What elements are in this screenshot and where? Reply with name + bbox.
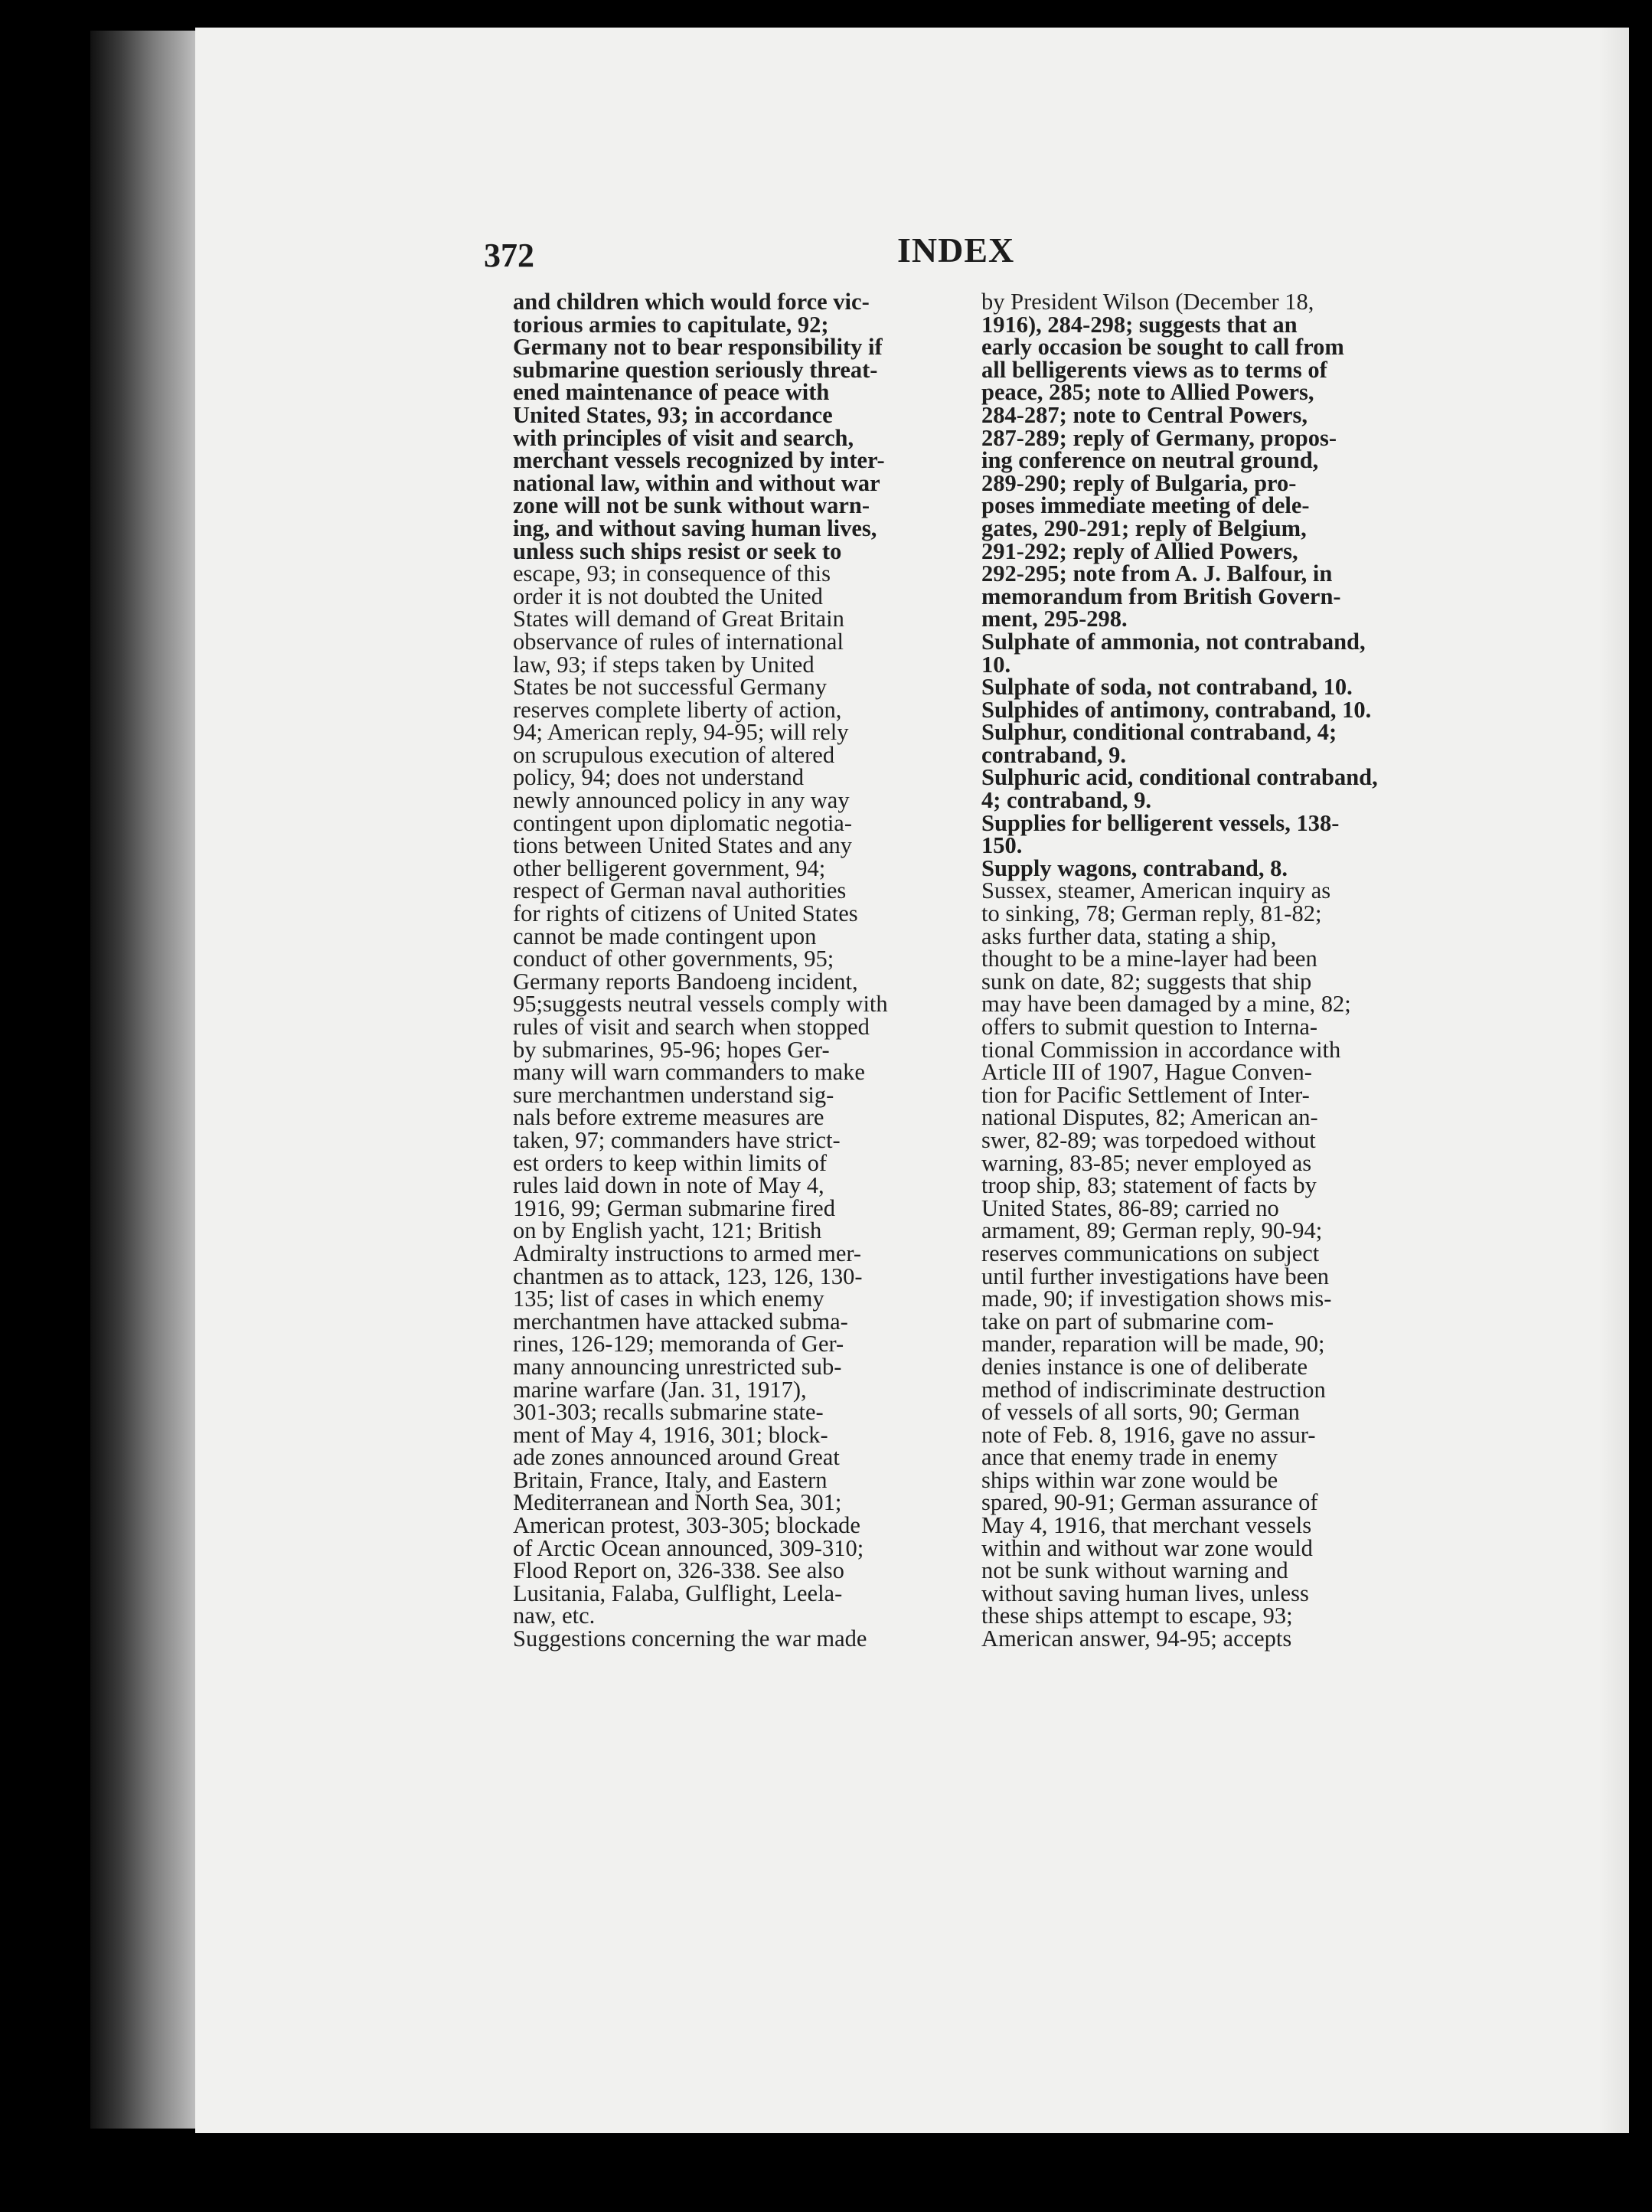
- index-line: by President Wilson (December 18,: [981, 289, 1314, 315]
- index-line: naw, etc.: [513, 1603, 596, 1629]
- index-line: not be sunk without warning and: [981, 1557, 1288, 1584]
- index-line: unless such ships resist or seek to: [513, 537, 842, 564]
- index-line: all belligerents views as to terms of: [981, 356, 1327, 383]
- index-line: newly announced policy in any way: [513, 787, 850, 814]
- index-line: rules of visit and search when stopped: [513, 1014, 870, 1040]
- index-line: sunk on date, 82; suggests that ship: [981, 968, 1312, 995]
- index-line: many announcing unrestricted sub-: [513, 1353, 842, 1380]
- index-line: 135; list of cases in which enemy: [513, 1286, 824, 1312]
- index-line: 301-303; recalls submarine state-: [513, 1399, 824, 1426]
- index-line: Sulphuric acid, conditional contraband,: [981, 764, 1378, 791]
- index-line: ships within war zone would be: [981, 1466, 1278, 1493]
- index-line: asks further data, stating a ship,: [981, 923, 1277, 949]
- index-line: take on part of submarine com-: [981, 1308, 1274, 1335]
- index-line: submarine question seriously threat-: [513, 356, 878, 383]
- index-line: law, 93; if steps taken by United: [513, 651, 815, 678]
- index-line: conduct of other governments, 95;: [513, 946, 834, 972]
- index-line: escape, 93; in consequence of this: [513, 560, 831, 587]
- index-line: of vessels of all sorts, 90; German: [981, 1399, 1300, 1426]
- index-line: armament, 89; German reply, 90-94;: [981, 1217, 1323, 1244]
- index-line: 287-289; reply of Germany, propos-: [981, 424, 1337, 451]
- index-line: rines, 126-129; memoranda of Ger-: [513, 1331, 844, 1358]
- index-line: Flood Report on, 326-338. See also: [513, 1557, 844, 1584]
- index-line: Sulphides of antimony, contraband, 10.: [981, 696, 1372, 723]
- index-line: 289-290; reply of Bulgaria, pro-: [981, 469, 1297, 496]
- index-line: offers to submit question to Interna-: [981, 1014, 1318, 1040]
- index-line: Supplies for belligerent vessels, 138-: [981, 809, 1340, 836]
- index-line: ing conference on neutral ground,: [981, 447, 1319, 474]
- index-line: Lusitania, Falaba, Gulflight, Leela-: [513, 1580, 843, 1606]
- index-line: national Disputes, 82; American an-: [981, 1104, 1318, 1131]
- index-line: torious armies to capitulate, 92;: [513, 311, 829, 338]
- index-line: est orders to keep within limits of: [513, 1149, 827, 1176]
- index-line: until further investigations have been: [981, 1263, 1329, 1289]
- index-line: early occasion be sought to call from: [981, 334, 1344, 361]
- index-line: method of indiscriminate destruction: [981, 1376, 1326, 1403]
- index-line: by submarines, 95-96; hopes Ger-: [513, 1036, 830, 1063]
- index-line: United States, 93; in accordance: [513, 401, 833, 428]
- index-line: 284-287; note to Central Powers,: [981, 401, 1308, 428]
- index-line: taken, 97; commanders have strict-: [513, 1126, 841, 1153]
- index-line: sure merchantmen understand sig-: [513, 1081, 834, 1108]
- index-line: order it is not doubted the United: [513, 583, 823, 609]
- index-line: 94; American reply, 94-95; will rely: [513, 719, 849, 746]
- index-line: 10.: [981, 651, 1011, 678]
- index-line: 150.: [981, 832, 1023, 859]
- index-line: within and without war zone would: [981, 1534, 1313, 1561]
- index-line: Sussex, steamer, American inquiry as: [981, 877, 1331, 904]
- index-line: ade zones announced around Great: [513, 1444, 840, 1471]
- index-line: with principles of visit and search,: [513, 424, 854, 451]
- index-line: chantmen as to attack, 123, 126, 130-: [513, 1263, 863, 1289]
- index-line: respect of German naval authorities: [513, 877, 847, 904]
- index-line: for rights of citizens of United States: [513, 900, 858, 927]
- index-line: Britain, France, Italy, and Eastern: [513, 1466, 828, 1493]
- index-line: rules laid down in note of May 4,: [513, 1172, 824, 1199]
- index-line: peace, 285; note to Allied Powers,: [981, 379, 1314, 406]
- index-line: observance of rules of international: [513, 628, 844, 655]
- page-number: 372: [484, 237, 534, 274]
- index-line: Supply wagons, contraband, 8.: [981, 854, 1288, 881]
- index-line: national law, within and without war: [513, 469, 880, 496]
- index-line: 4; contraband, 9.: [981, 787, 1151, 814]
- index-column-left: [513, 291, 965, 1651]
- index-line: 95;suggests neutral vessels comply with: [513, 991, 888, 1018]
- index-line: Article III of 1907, Hague Conven-: [981, 1059, 1312, 1086]
- index-line: note of Feb. 8, 1916, gave no assur-: [981, 1421, 1316, 1448]
- index-line: 1916), 284-298; suggests that an: [981, 311, 1298, 338]
- index-line: policy, 94; does not understand: [513, 764, 805, 791]
- index-line: States will demand of Great Britain: [513, 606, 844, 632]
- index-line: Admiralty instructions to armed mer-: [513, 1240, 862, 1266]
- index-line: Germany reports Bandoeng incident,: [513, 968, 858, 995]
- index-line: contingent upon diplomatic negotia-: [513, 809, 852, 836]
- index-line: Sulphur, conditional contraband, 4;: [981, 719, 1337, 746]
- index-line: marine warfare (Jan. 31, 1917),: [513, 1376, 807, 1403]
- index-line: merchant vessels recognized by inter-: [513, 447, 885, 474]
- index-line: ance that enemy trade in enemy: [981, 1444, 1278, 1471]
- index-line: zone will not be sunk without warn-: [513, 492, 870, 519]
- index-line: ment, 295-298.: [981, 606, 1128, 632]
- index-line: May 4, 1916, that merchant vessels: [981, 1512, 1312, 1539]
- index-line: merchantmen have attacked subma-: [513, 1308, 848, 1335]
- index-line: Sulphate of soda, not contraband, 10.: [981, 674, 1353, 701]
- index-line: contraband, 9.: [981, 741, 1126, 768]
- index-line: spared, 90-91; German assurance of: [981, 1489, 1318, 1516]
- index-line: tional Commission in accordance with: [981, 1036, 1341, 1063]
- index-line: ing, and without saving human lives,: [513, 515, 877, 541]
- index-line: poses immediate meeting of dele-: [981, 492, 1310, 519]
- index-line: these ships attempt to escape, 93;: [981, 1603, 1293, 1629]
- index-line: 291-292; reply of Allied Powers,: [981, 537, 1298, 564]
- index-line: Germany not to bear responsibility if: [513, 334, 883, 361]
- book-edge: [90, 31, 205, 2129]
- index-line: troop ship, 83; statement of facts by: [981, 1172, 1317, 1199]
- index-line: denies instance is one of deliberate: [981, 1353, 1308, 1380]
- index-line: other belligerent government, 94;: [513, 854, 826, 881]
- index-line: made, 90; if investigation shows mis-: [981, 1286, 1332, 1312]
- index-line: nals before extreme measures are: [513, 1104, 824, 1131]
- index-line: warning, 83-85; never employed as: [981, 1149, 1312, 1176]
- running-head: INDEX: [897, 230, 1015, 270]
- index-line: ened maintenance of peace with: [513, 379, 830, 406]
- index-line: United States, 86-89; carried no: [981, 1194, 1279, 1221]
- index-line: and children which would force vic-: [513, 289, 870, 315]
- index-line: reserves communications on subject: [981, 1240, 1320, 1266]
- index-line: cannot be made contingent upon: [513, 923, 817, 949]
- index-line: swer, 82-89; was torpedoed without: [981, 1126, 1316, 1153]
- index-line: reserves complete liberty of action,: [513, 696, 842, 723]
- index-line: of Arctic Ocean announced, 309-310;: [513, 1534, 864, 1561]
- index-line: tions between United States and any: [513, 832, 852, 859]
- index-line: tion for Pacific Settlement of Inter-: [981, 1081, 1310, 1108]
- index-line: on by English yacht, 121; British: [513, 1217, 822, 1244]
- index-line: gates, 290-291; reply of Belgium,: [981, 515, 1307, 541]
- index-line: on scrupulous execution of altered: [513, 741, 835, 768]
- index-line: Suggestions concerning the war made: [513, 1626, 867, 1652]
- index-line: States be not successful Germany: [513, 674, 827, 701]
- index-line: to sinking, 78; German reply, 81-82;: [981, 900, 1322, 927]
- index-line: ment of May 4, 1916, 301; block-: [513, 1421, 828, 1448]
- index-line: American answer, 94-95; accepts: [981, 1626, 1292, 1652]
- index-column-right: [981, 291, 1450, 1651]
- index-line: Mediterranean and North Sea, 301;: [513, 1489, 842, 1516]
- index-line: memorandum from British Govern-: [981, 583, 1341, 609]
- index-line: thought to be a mine-layer had been: [981, 946, 1317, 972]
- index-line: mander, reparation will be made, 90;: [981, 1331, 1325, 1358]
- index-line: 292-295; note from A. J. Balfour, in: [981, 560, 1333, 587]
- index-line: without saving human lives, unless: [981, 1580, 1309, 1606]
- index-line: American protest, 303-305; blockade: [513, 1512, 860, 1539]
- index-line: many will warn commanders to make: [513, 1059, 865, 1086]
- page-shadow: [1598, 28, 1629, 2133]
- index-line: 1916, 99; German submarine fired: [513, 1194, 835, 1221]
- index-line: may have been damaged by a mine, 82;: [981, 991, 1351, 1018]
- index-line: Sulphate of ammonia, not contraband,: [981, 628, 1366, 655]
